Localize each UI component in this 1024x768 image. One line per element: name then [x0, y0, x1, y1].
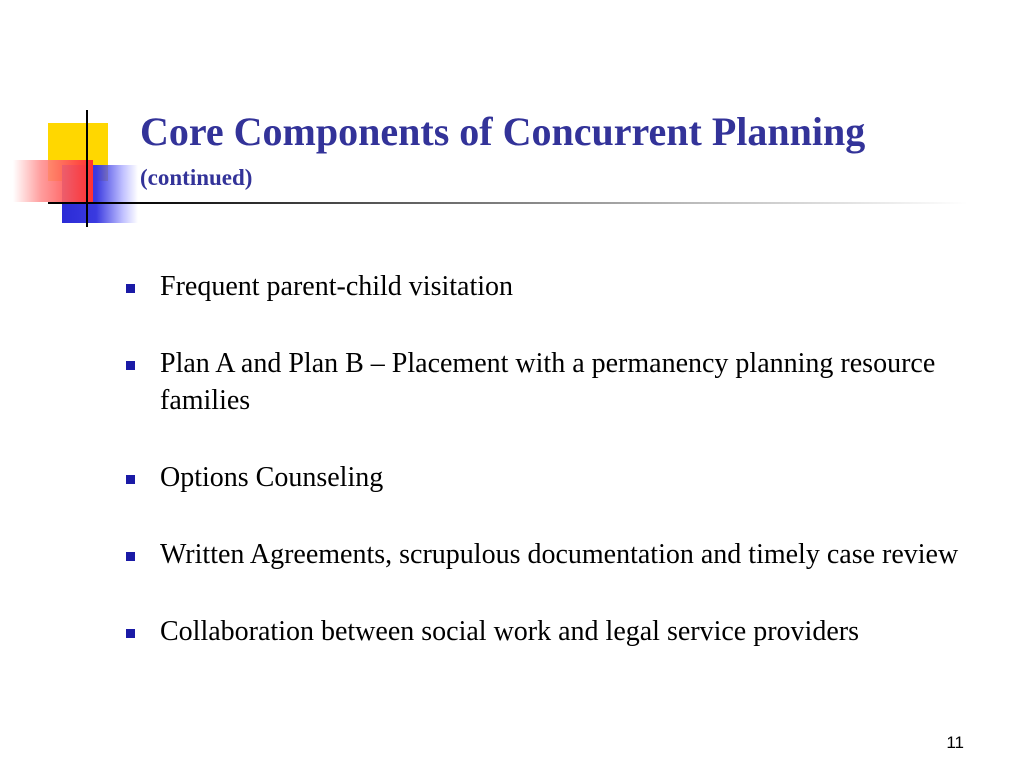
- square-bullet-icon: [126, 361, 135, 370]
- square-bullet-icon: [126, 475, 135, 484]
- square-bullet-icon: [126, 552, 135, 561]
- bullet-text: Collaboration between social work and legal service providers: [160, 616, 859, 647]
- bullet-text: Plan A and Plan B – Placement with a permanency planning resource families: [160, 348, 936, 416]
- bullet-item: [120, 345, 980, 419]
- bullet-text: Frequent parent-child visitation: [160, 271, 514, 302]
- bullet-item: [120, 536, 980, 573]
- bullet-item: [120, 268, 980, 305]
- decorative-red-gradient-bar: [13, 160, 93, 202]
- bullet-text: Options Counseling: [160, 462, 384, 493]
- title-underline: [48, 202, 968, 204]
- bullet-list: [120, 268, 980, 690]
- square-bullet-icon: [126, 284, 135, 293]
- bullet-item: [120, 459, 980, 496]
- slide-subtitle: (continued): [140, 165, 253, 190]
- page-number: 11: [946, 733, 964, 752]
- square-bullet-icon: [126, 629, 135, 638]
- bullet-text: Written Agreements, scrupulous documentation and timely case review: [160, 539, 959, 570]
- slide-title: Core Components of Concurrent Planning: [140, 109, 866, 154]
- decorative-vertical-line: [86, 110, 88, 227]
- bullet-item: [120, 613, 980, 650]
